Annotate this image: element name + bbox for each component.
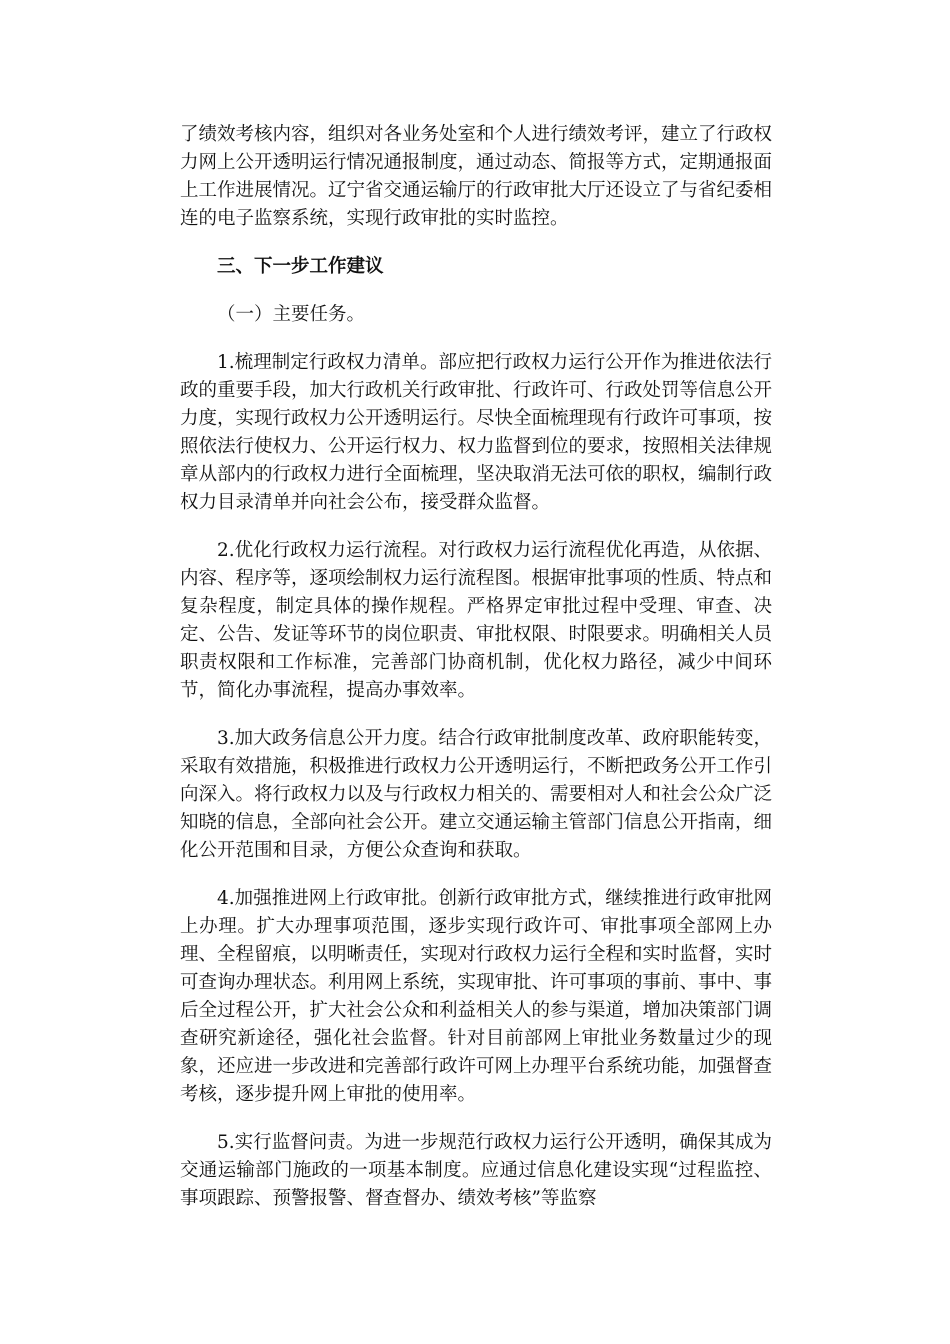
continuation-paragraph: 了绩效考核内容，组织对各业务处室和个人进行绩效考评，建立了行政权力网上公开透明运行情况通报制度，通过动态、简报等方式，定期通报面上工作进展情况。辽宁省交通运输厅的行政审批大厅还设立了与省纪委相连的电子监察系统，实现行政审批的实时监控。 xyxy=(180,124,773,229)
task-item-3: 3.加大政务信息公开力度。结合行政审批制度改革、政府职能转变，采取有效措施，积极推进行政权力公开透明运行，不断把政务公开工作引向深入。将行政权力以及与行政权力相关的、需要相对人和社会公众广泛知晓的信息，全部向社会公开。建立交通运输主管部门信息公开指南，细化公开范围和目录，方便公众查询和获取。 xyxy=(180,728,773,861)
subheading: （一）主要任务。 xyxy=(217,304,366,325)
task-item-5: 5.实行监督问责。为进一步规范行政权力运行公开透明，确保其成为交通运输部门施政的一项基本制度。应通过信息化建设实现“过程监控、事项跟踪、预警报警、督查督办、绩效考核”等监察 xyxy=(180,1132,772,1209)
document-body xyxy=(180,121,772,1233)
task-item-1: 1.梳理制定行政权力清单。部应把行政权力运行公开作为推进依法行政的重要手段，加大行政机关行政审批、行政许可、行政处罚等信息公开力度，实现行政权力公开透明运行。尽快全面梳理现有行政许可事项，按照依法行使权力、公开运行权力、权力监督到位的要求，按照相关法律规章从部内的行政权力进行全面梳理，坚决取消无法可依的职权，编制行政权力目录清单并向社会公布，接受群众监督。 xyxy=(180,352,773,513)
task-item-4: 4.加强推进网上行政审批。创新行政审批方式，继续推进行政审批网上办理。扩大办理事项范围，逐步实现行政许可、审批事项全部网上办理、全程留痕，以明晰责任，实现对行政权力运行全程和实时监督，实时可查询办理状态。利用网上系统，实现审批、许可事项的事前、事中、事后全过程公开，扩大社会公众和利益相关人的参与渠道，增加决策部门调查研究新途径，强化社会监督。针对目前部网上审批业务数量过少的现象，还应进一步改进和完善部行政许可网上办理平台系统功能，加强督查考核，逐步提升网上审批的使用率。 xyxy=(180,888,773,1105)
task-item-2: 2.优化行政权力运行流程。对行政权力运行流程优化再造，从依据、内容、程序等，逐项绘制权力运行流程图。根据审批事项的性质、特点和复杂程度，制定具体的操作规程。严格界定审批过程中受理、审查、决定、公告、发证等环节的岗位职责、审批权限、时限要求。明确相关人员职责权限和工作标准，完善部门协商机制，优化权力路径，减少中间环节，简化办事流程，提高办事效率。 xyxy=(180,540,773,701)
section-heading: 三、下一步工作建议 xyxy=(217,256,384,277)
